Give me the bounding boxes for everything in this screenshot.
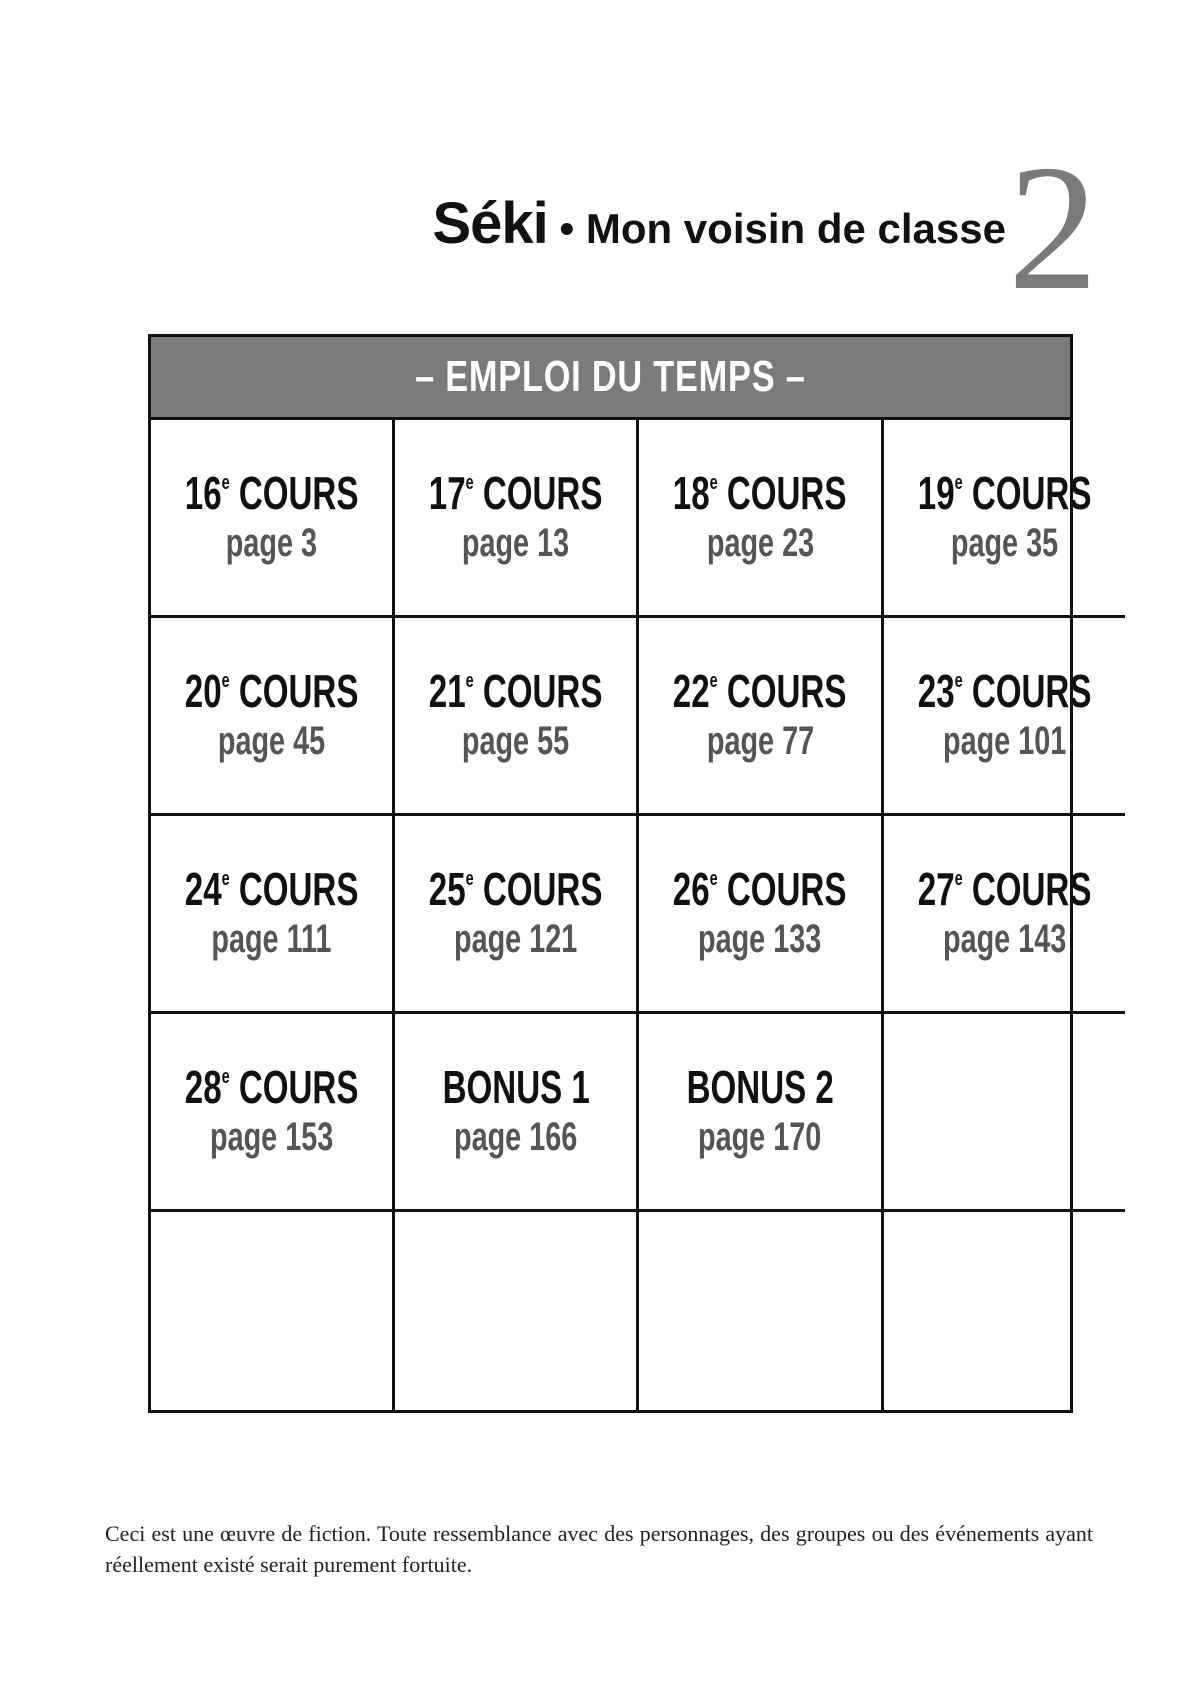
chapter-label: COURS — [718, 466, 847, 519]
chapter-number: 24 — [184, 862, 222, 915]
chapter-label: COURS — [962, 862, 1092, 915]
contents-cell — [151, 1212, 395, 1410]
chapter-number: 25 — [428, 862, 466, 915]
chapter-label: COURS — [962, 466, 1092, 519]
chapter-ordinal: e — [954, 471, 963, 494]
title-main: Séki — [432, 191, 548, 256]
chapter-number: 26 — [673, 862, 711, 915]
table-header-title: – EMPLOI DU TEMPS – — [415, 352, 806, 401]
chapter-title — [428, 466, 603, 519]
chapter-ordinal: e — [465, 669, 474, 692]
chapter-number: 17 — [428, 466, 466, 519]
chapter-ordinal: e — [710, 867, 719, 890]
contents-cell — [884, 816, 1125, 1014]
chapter-number: 16 — [184, 466, 222, 519]
chapter-ordinal: e — [221, 1065, 230, 1088]
contents-cell — [395, 1014, 639, 1212]
contents-cell — [639, 618, 883, 816]
chapter-page: page 166 — [454, 1115, 578, 1160]
chapter-title — [184, 664, 359, 717]
book-title — [432, 190, 1006, 257]
chapter-ordinal: e — [465, 471, 474, 494]
chapter-page: page 3 — [225, 521, 318, 566]
chapter-label: COURS — [962, 664, 1092, 717]
contents-cell — [151, 420, 395, 618]
chapter-title — [428, 664, 603, 717]
contents-cell — [151, 816, 395, 1014]
title-separator: • — [547, 205, 586, 252]
chapter-label: COURS — [229, 466, 359, 519]
contents-cell — [884, 420, 1125, 618]
chapter-number: 28 — [184, 1060, 222, 1113]
contents-cell — [884, 1014, 1125, 1212]
contents-cell — [884, 1212, 1125, 1410]
chapter-number: 23 — [917, 664, 955, 717]
contents-cell — [639, 420, 883, 618]
chapter-label: COURS — [229, 664, 359, 717]
contents-cell — [395, 816, 639, 1014]
chapter-page: page 143 — [942, 917, 1066, 962]
chapter-page: page 77 — [706, 719, 814, 764]
contents-cell — [151, 1014, 395, 1212]
chapter-label: COURS — [718, 664, 847, 717]
chapter-title — [442, 1060, 590, 1113]
chapter-page: page 170 — [698, 1115, 822, 1160]
chapter-page: page 23 — [706, 521, 814, 566]
chapter-label: COURS — [229, 1060, 359, 1113]
title-subtitle: Mon voisin de classe — [585, 205, 1006, 252]
chapter-ordinal: e — [710, 669, 719, 692]
chapter-ordinal: e — [221, 471, 230, 494]
chapter-page: page 55 — [462, 719, 570, 764]
chapter-page: page 153 — [209, 1115, 334, 1160]
chapter-title — [917, 862, 1092, 915]
chapter-page: page 35 — [950, 521, 1058, 566]
chapter-number: 21 — [428, 664, 466, 717]
contents-cell — [639, 1212, 883, 1410]
chapter-label: COURS — [473, 862, 603, 915]
contents-table — [148, 334, 1092, 1413]
contents-cell — [395, 420, 639, 618]
chapter-page: page 45 — [217, 719, 326, 764]
chapter-label: COURS — [473, 466, 603, 519]
contents-cell — [639, 816, 883, 1014]
disclaimer: Ceci est une œuvre de fiction. Toute ressemblance avec des personnages, des groupes ou des événements ayant réellement existé serait purement fortuite. — [105, 1521, 1093, 1577]
chapter-ordinal: e — [954, 669, 963, 692]
chapter-number: 22 — [673, 664, 711, 717]
chapter-title — [917, 664, 1092, 717]
chapter-page: page 111 — [211, 917, 332, 962]
chapter-title — [184, 862, 359, 915]
chapter-title — [673, 466, 847, 519]
chapter-page: page 121 — [454, 917, 578, 962]
contents-cell — [884, 618, 1125, 816]
chapter-title — [686, 1060, 834, 1113]
contents-cell — [151, 618, 395, 816]
chapter-number: 27 — [917, 862, 955, 915]
chapter-ordinal: e — [954, 867, 963, 890]
chapter-ordinal: e — [221, 867, 230, 890]
chapter-page: page 133 — [698, 917, 822, 962]
chapter-label: COURS — [473, 664, 603, 717]
table-header — [151, 337, 1070, 420]
chapter-ordinal: e — [221, 669, 230, 692]
chapter-title — [673, 862, 847, 915]
contents-cell — [639, 1014, 883, 1212]
contents-cell — [395, 1212, 639, 1410]
chapter-number: 19 — [917, 466, 955, 519]
chapter-title — [917, 466, 1092, 519]
chapter-number: 20 — [184, 664, 222, 717]
chapter-number: 18 — [673, 466, 711, 519]
chapter-page: page 13 — [462, 521, 570, 566]
chapter-title — [184, 1060, 359, 1113]
chapter-ordinal: e — [710, 471, 719, 494]
chapter-number: BONUS 2 — [686, 1060, 834, 1113]
chapter-number: BONUS 1 — [442, 1060, 590, 1113]
contents-grid — [151, 420, 1092, 1410]
chapter-title — [428, 862, 603, 915]
chapter-label: COURS — [718, 862, 847, 915]
volume-number: 2 — [1008, 128, 1098, 327]
contents-cell — [395, 618, 639, 816]
chapter-title — [184, 466, 359, 519]
chapter-page: page 101 — [942, 719, 1066, 764]
chapter-label: COURS — [229, 862, 359, 915]
chapter-title — [673, 664, 847, 717]
chapter-ordinal: e — [465, 867, 474, 890]
